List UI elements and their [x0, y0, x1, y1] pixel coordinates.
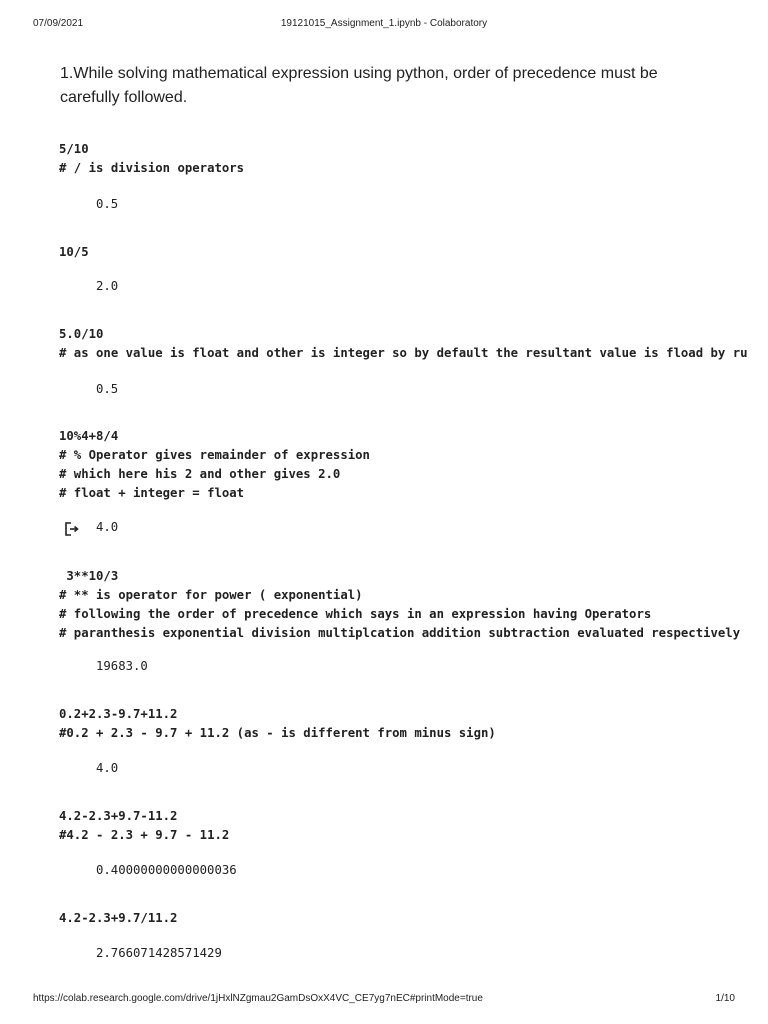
output-redirect-icon: [64, 520, 80, 538]
print-header-title: 19121015_Assignment_1.ipynb - Colaboratory: [280, 18, 488, 29]
code-cell-7[interactable]: 4.2-2.3+9.7-11.2 #4.2 - 2.3 + 9.7 - 11.2: [59, 809, 230, 842]
code-cell-5[interactable]: 3**10/3 # ** is operator for power ( exponential) # following the order of precedence which says in an expression having Operators # paranthesis exponential division multiplcation addition subtraction evaluated respectively: [59, 569, 741, 640]
code-cell-6[interactable]: 0.2+2.3-9.7+11.2 #0.2 + 2.3 - 9.7 + 11.2 (as - is different from minus sign): [59, 707, 496, 740]
print-header-date: 07/09/2021: [33, 18, 84, 29]
code-cell-1[interactable]: 5/10 # / is division operators: [59, 142, 245, 175]
output-cell-2: 2.0: [96, 279, 119, 293]
code-cell-8[interactable]: 4.2-2.3+9.7/11.2: [59, 911, 178, 925]
output-cell-7: 0.40000000000000036: [96, 863, 237, 877]
code-cell-3[interactable]: 5.0/10 # as one value is float and other is integer so by default the resultant value is fload by ru: [59, 327, 748, 360]
print-footer-url: https://colab.research.google.com/drive/1jHxlNZgmau2GamDsOxX4VC_CE7yg7nEC#printMode=true: [33, 993, 483, 1004]
output-cell-1: 0.5: [96, 197, 119, 211]
output-cell-5: 19683.0: [96, 659, 148, 673]
output-cell-8: 2.766071428571429: [96, 946, 222, 960]
output-cell-3: 0.5: [96, 382, 119, 396]
section-heading: 1.While solving mathematical expression using python, order of precedence must be carefully followed.: [60, 65, 658, 106]
output-cell-4: 4.0: [96, 520, 119, 534]
code-cell-4[interactable]: 10%4+8/4 # % Operator gives remainder of expression # which here his 2 and other gives 2.0 # float + integer = float: [59, 429, 370, 500]
print-footer-page-number: 1/10: [715, 993, 735, 1004]
code-cell-2[interactable]: 10/5: [59, 245, 89, 259]
output-cell-6: 4.0: [96, 761, 119, 775]
